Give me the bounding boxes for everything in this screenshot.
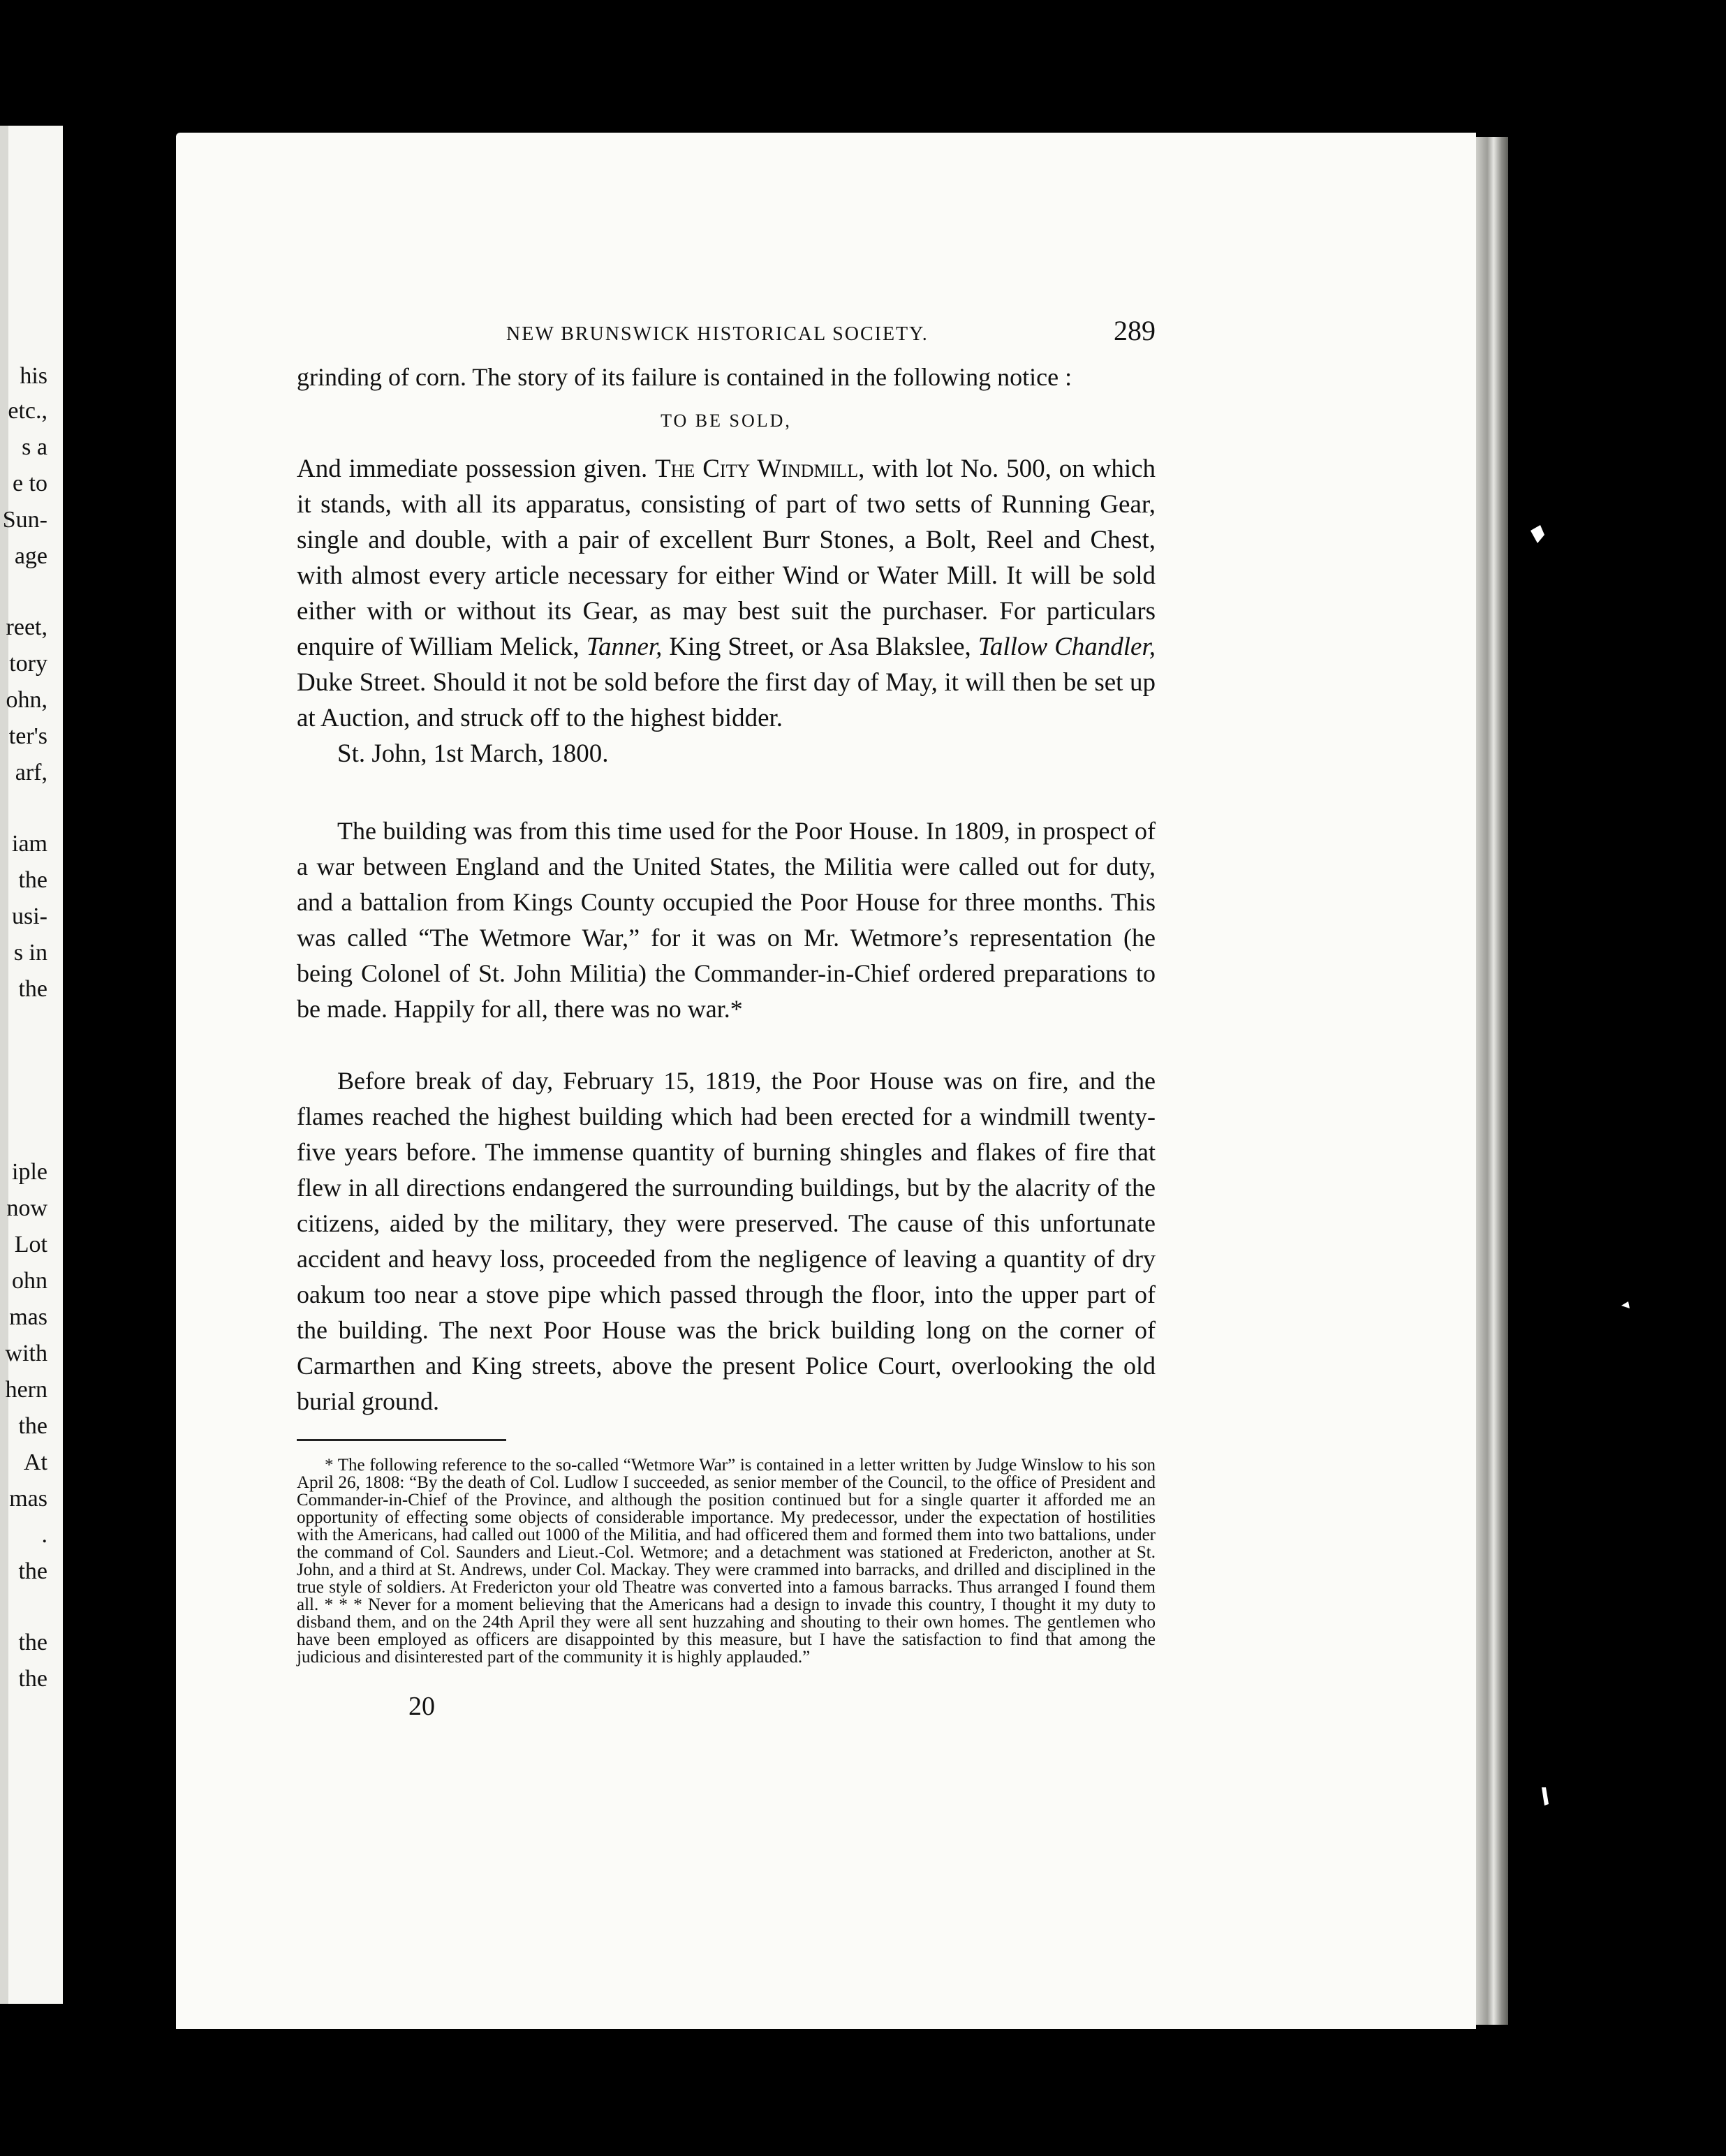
notice-part-2: with lot No. 500, on which it stands, with all its apparatus, consisting of part of two setts of Running Gear, single and double, with a pair of excellent Burr Stones, a Bolt, Reel and Chest, with almost every article necessary for either Wind or Water Mill. It will be sold either with or without its Gear, as may best suit the purchaser. For particulars enquire of William Melick,: [297, 455, 1156, 661]
facing-page-word: e to: [12, 471, 47, 496]
notice-heading: TO BE SOLD,: [661, 411, 792, 431]
footnote: * The following reference to the so-called “Wetmore War” is contained in a letter written by Judge Winslow to his son April 26, 1808: “By the death of Col. Ludlow I succeeded, as senior member of the Council, to the office of President and Commander-in-Chief of the Province, and although the position continued but for a single quarter it afforded me an opportunity of effecting some objects of considerable importance. My predecessor, under the expectation of hostilities with the Americans, had called out 1000 of the Militia, and had officered them and formed them into two battalions, under the command of Col. Saunders and Lieut.-Col. Wetmore; and a detachment was stationed at Fredericton, another at St. John, and a third at St. Andrews, under Col. Mackay. They were crammed into barracks, and drilled and disciplined in the true style of soldiers. At Fredericton your old Theatre was converted into a famous barracks. Thus arranged I found them all. * * * Never for a moment believing that the Americans had a design to invade this country, I thought it my duty to disband them, and on the 24th April they were all sent huzzahing and shouting to their own homes. The gentlemen who have been employed as officers are disappointed by this measure, but I have the satisfaction to find that among the judicious and disinterested part of the community it is highly applauded.”: [297, 1456, 1156, 1667]
notice-part-4: Duke Street. Should it not be sold before the first day of May, it will then be set up at Auction, and struck off to the highest bidder.: [297, 668, 1156, 732]
facing-page-word: ter's: [8, 723, 47, 749]
running-title: NEW BRUNSWICK HISTORICAL SOCIETY.: [506, 323, 929, 345]
scan-speck: [1621, 1301, 1630, 1308]
facing-page-word: the: [18, 867, 47, 893]
notice-dateline: St. John, 1st March, 1800.: [337, 739, 609, 768]
facing-page-word: with: [5, 1341, 47, 1366]
scan-speck: [1542, 1787, 1549, 1806]
notice-part-1: And immediate possession given.: [297, 455, 648, 483]
facing-page-word: Sun-: [2, 507, 47, 533]
paragraph-fire: Before break of day, February 15, 1819, the Poor House was on fire, and the flames reached the highest building which had been erected for a windmill twenty-five years before. The immense quantity of burning shingles and flakes of fire that flew in all directions endangered the surrounding buildings, but by the alacrity of the citizens, aided by the military, they were preserved. The cause of this unfortunate accident and heavy loss, proceeded from the negligence of leaving a quantity of dry oakum too near a stove pipe which passed through the floor, into the upper part of the building. The next Poor House was the brick building long on the corner of Carmarthen and King streets, above the present Police Court, overlooking the old burial ground.: [297, 1067, 1156, 1415]
notice-part-3: King Street, or Asa Blakslee,: [669, 633, 971, 661]
facing-page-word: etc.,: [8, 398, 47, 424]
facing-page-word: s a: [22, 434, 47, 460]
facing-page-word: the: [18, 1630, 47, 1655]
facing-page-word: the: [18, 1666, 47, 1692]
facing-page-word: the: [18, 1413, 47, 1439]
facing-page-word: reet,: [6, 614, 47, 640]
facing-page-word: iam: [12, 831, 47, 857]
paragraph-poor-house: The building was from this time used for the Poor House. In 1809, in prospect of a war between England and the United States, the Militia were called out for duty, and a battalion from Kings County occupied the Poor House for three months. This was called “The Wetmore War,” for it was on Mr. Wetmore’s representation (he being Colonel of St. John Militia) the Commander-in-Chief ordered preparations to be made. Happily for all, there was no war.*: [297, 817, 1156, 1023]
scan-speck: [1530, 525, 1544, 543]
facing-page-word: ohn,: [6, 687, 47, 713]
facing-page-word: At: [24, 1449, 47, 1475]
facing-page-word: tory: [9, 651, 47, 677]
page-number: 289: [1114, 315, 1156, 346]
facing-page-word: the: [18, 1558, 47, 1584]
notice-occupation-chandler: Tallow Chandler,: [978, 633, 1156, 661]
facing-page-word: usi-: [12, 903, 47, 929]
facing-page-word: mas: [9, 1486, 47, 1512]
facing-page-word: iple: [12, 1159, 47, 1185]
facing-page-word: s in: [13, 940, 47, 966]
facing-page-word: mas: [9, 1304, 47, 1330]
facing-page-word: arf,: [15, 760, 47, 785]
facing-page-word: .: [41, 1522, 47, 1548]
facing-page-word: hern: [5, 1377, 47, 1403]
facing-page-word: ohn: [12, 1268, 47, 1294]
facing-page-word: age: [14, 543, 47, 569]
lead-paragraph: grinding of corn. The story of its failure is contained in the following notice :: [297, 363, 1072, 391]
notice-occupation-tanner: Tanner,: [586, 633, 663, 661]
signature-mark: 20: [408, 1692, 435, 1721]
facing-page-word: Lot: [14, 1232, 47, 1257]
facing-page-word: his: [20, 363, 47, 389]
facing-page-word: the: [18, 976, 47, 1002]
facing-page-word: now: [6, 1195, 47, 1221]
notice-windmill-name: The City Windmill,: [655, 455, 865, 483]
